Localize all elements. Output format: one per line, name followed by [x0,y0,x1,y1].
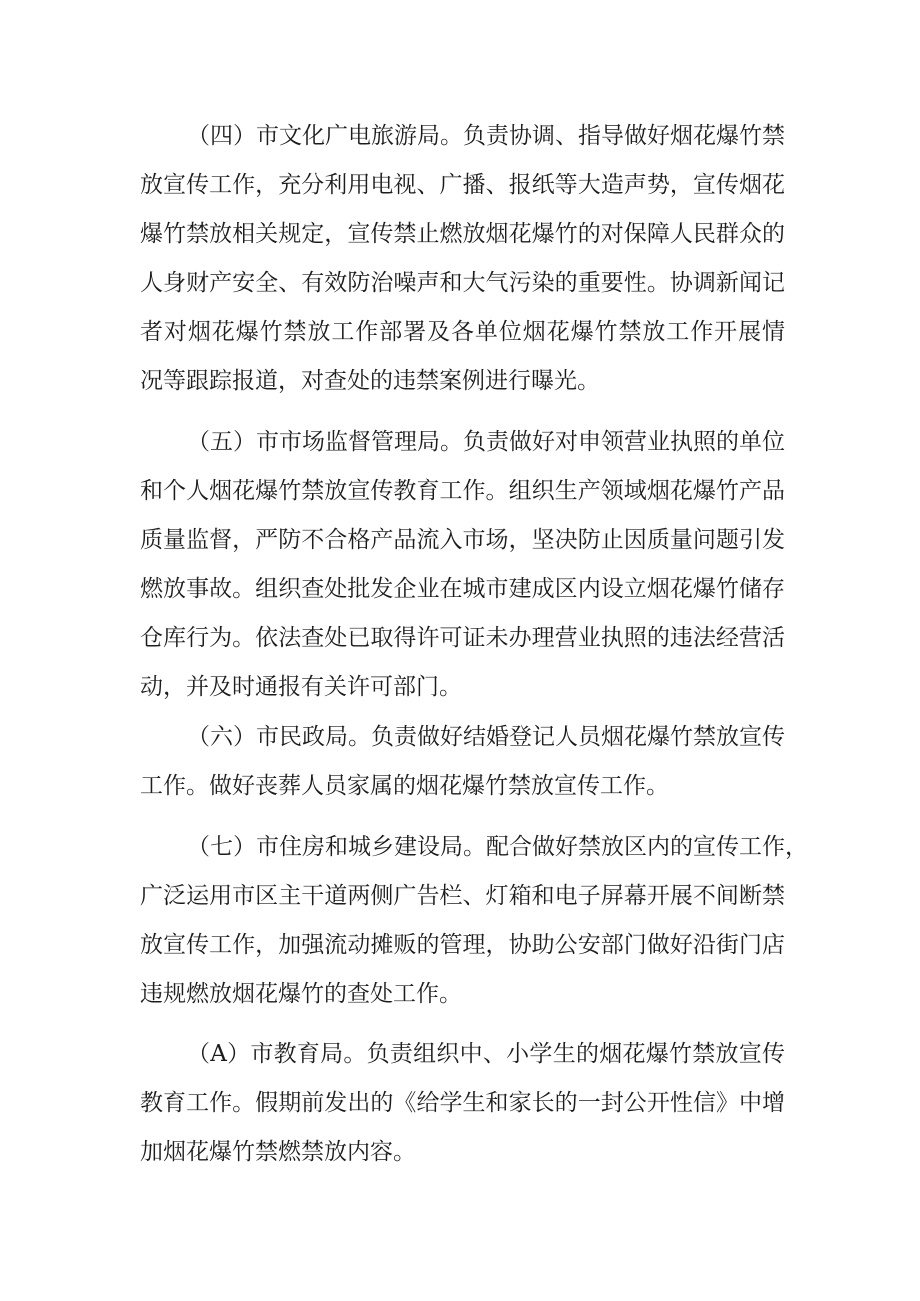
text-line: 工作。做好丧葬人员家属的烟花爆竹禁放宣传工作。 [140,773,669,799]
text-line: 教育工作。假期前发出的《给学生和家长的一封公开性信》中增 [140,1090,785,1116]
paragraph-culture-tourism-bureau [140,112,785,406]
text-line: 爆竹禁放相关规定，宣传禁止燃放烟花爆竹的对保障人民群众的 [140,221,785,247]
paragraph-civil-affairs-bureau [140,713,785,811]
text-line: 人身财产安全、有效防治噪声和大气污染的重要性。协调新闻记 [140,270,785,296]
text-line: 加烟花爆竹禁燃禁放内容。 [140,1139,416,1165]
text-line: 和个人烟花爆竹禁放宣传教育工作。组织生产领域烟花爆竹产品 [140,478,785,504]
text-line: （四）市文化广电旅游局。负责协调、指导做好烟花爆竹禁 [187,123,785,149]
text-line: 动，并及时通报有关许可部门。 [140,674,462,700]
text-line: （A）市教育局。负责组织中、小学生的烟花爆竹禁放宣传 [187,1041,785,1067]
text-line: 况等跟踪报道，对查处的违禁案例进行曝光。 [140,368,600,394]
text-line: 质量监督，严防不合格产品流入市场，坚决防止因质量问题引发 [140,527,785,553]
text-line: 放宣传工作，加强流动摊贩的管理，协助公安部门做好沿街门店 [140,932,785,958]
text-line: 广泛运用市区主干道两侧广告栏、灯箱和电子屏幕开展不间断禁 [140,883,785,909]
text-line: 放宣传工作，充分利用电视、广播、报纸等大造声势，宣传烟花 [140,172,785,198]
text-line: 仓库行为。依法查处已取得许可证未办理营业执照的违法经营活 [140,625,785,651]
text-line: 违规燃放烟花爆竹的查处工作。 [140,981,462,1007]
text-line: （六）市民政局。负责做好结婚登记人员烟花爆竹禁放宣传 [187,724,785,750]
paragraph-housing-construction-bureau [140,823,808,1019]
text-line: （五）市市场监督管理局。负责做好对申领营业执照的单位 [187,429,785,455]
paragraph-education-bureau [140,1030,785,1177]
text-line: （七）市住房和城乡建设局。配合做好禁放区内的宣传工作， [187,834,808,860]
text-line: 燃放事故。组织查处批发企业在城市建成区内设立烟花爆竹储存 [140,576,785,602]
text-line: 者对烟花爆竹禁放工作部署及各单位烟花爆竹禁放工作开展情 [140,319,785,345]
paragraph-market-supervision-bureau [140,418,785,712]
